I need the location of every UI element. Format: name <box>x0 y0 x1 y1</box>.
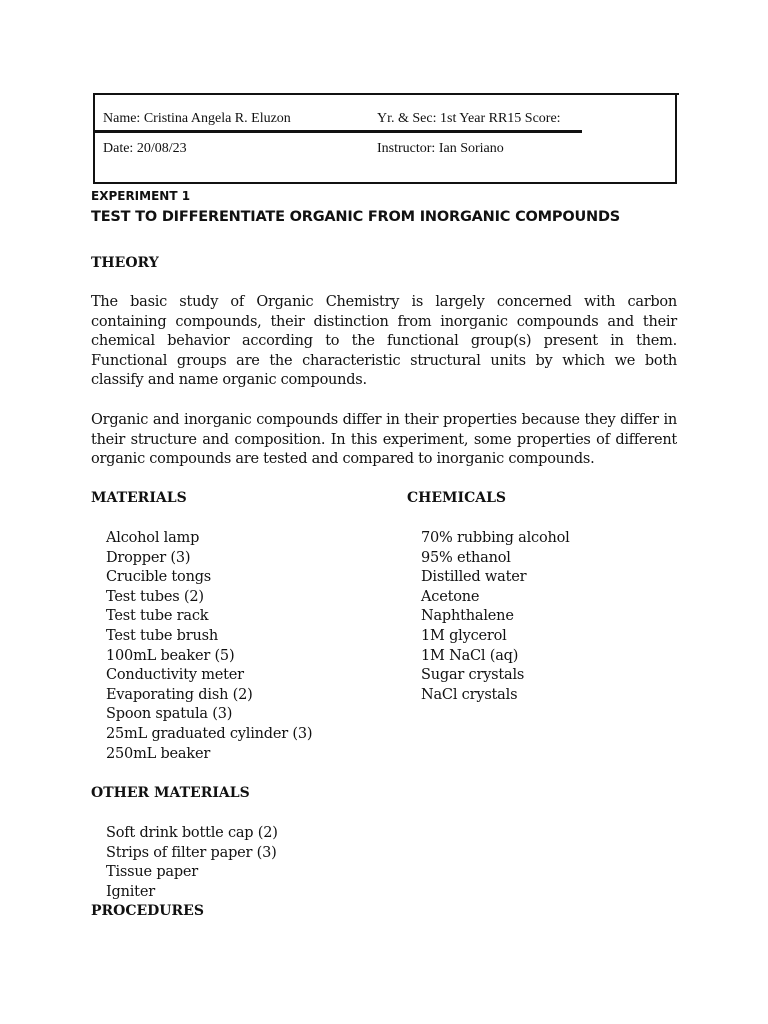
list-item: 25mL graduated cylinder (3) <box>106 725 313 742</box>
list-item: Test tubes (2) <box>106 588 204 605</box>
list-item: Test tube brush <box>106 627 218 644</box>
box-divider-line <box>95 130 582 133</box>
list-item: Naphthalene <box>421 608 514 625</box>
list-item: Strips of filter paper (3) <box>106 844 277 861</box>
student-name: Name: Cristina Angela R. Eluzon <box>103 111 291 126</box>
list-item: Acetone <box>421 588 480 605</box>
instructor: Instructor: Ian Soriano <box>377 141 504 156</box>
materials-heading: MATERIALS <box>91 490 187 506</box>
experiment-title: TEST TO DIFFERENTIATE ORGANIC FROM INORGANIC COMPOUNDS <box>91 209 621 225</box>
list-item: Sugar crystals <box>421 667 525 684</box>
chemicals-heading: CHEMICALS <box>407 490 507 506</box>
list-item: Tissue paper <box>106 864 199 881</box>
list-item: Igniter <box>106 883 155 900</box>
list-item: Distilled water <box>421 569 527 586</box>
procedures-heading: PROCEDURES <box>91 903 204 919</box>
list-item: Spoon spatula (3) <box>106 706 233 723</box>
list-item: 70% rubbing alcohol <box>421 530 570 546</box>
list-item: 1M NaCl (aq) <box>421 647 519 664</box>
list-item: Evaporating dish (2) <box>106 686 253 703</box>
list-item: 250mL beaker <box>106 745 211 762</box>
list-item: 1M glycerol <box>421 627 507 644</box>
box-top-border <box>93 93 679 95</box>
list-item: Alcohol lamp <box>106 530 200 546</box>
list-item: Conductivity meter <box>106 667 244 684</box>
student-info-box <box>93 93 677 184</box>
year-section-score: Yr. & Sec: 1st Year RR15 Score: <box>377 111 561 126</box>
chemicals-list <box>421 529 570 705</box>
theory-paragraph-2: Organic and inorganic compounds differ in their properties because they differ in their structure and composition. In this experiment, some properties of different organic compounds are tested and compared to inorganic compounds. <box>91 412 677 468</box>
list-item: NaCl crystals <box>421 686 518 703</box>
other-materials-list <box>106 824 278 902</box>
other-materials-heading: OTHER MATERIALS <box>91 785 250 801</box>
list-item: Test tube rack <box>106 608 209 625</box>
list-item: 95% ethanol <box>421 549 511 566</box>
experiment-label: EXPERIMENT 1 <box>91 189 191 203</box>
date: Date: 20/08/23 <box>103 141 187 156</box>
list-item: Dropper (3) <box>106 549 191 566</box>
theory-heading: THEORY <box>91 255 159 271</box>
list-item: Soft drink bottle cap (2) <box>106 825 278 841</box>
list-item: Crucible tongs <box>106 569 212 586</box>
theory-paragraph-1: The basic study of Organic Chemistry is largely concerned with carbon containing compounds, their distinction from inorganic compounds and their chemical behavior according to the functional group(s) present in them. Functional groups are the characteristic structural units by which we both classify and name organic compounds. <box>91 294 677 389</box>
list-item: 100mL beaker (5) <box>106 647 235 664</box>
materials-list <box>106 529 312 764</box>
